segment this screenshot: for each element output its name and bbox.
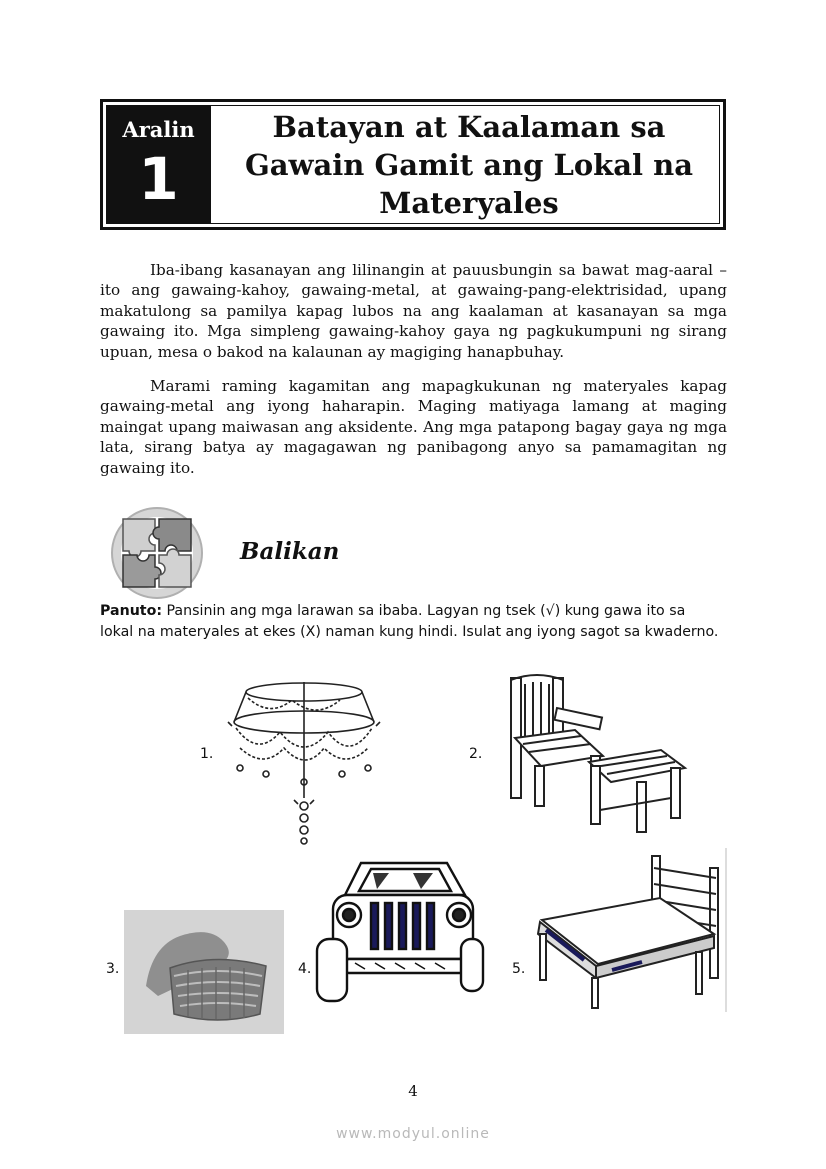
picture-number-1: 1. xyxy=(200,746,214,762)
bamboo-bed-icon xyxy=(532,848,727,1012)
chandelier-icon xyxy=(218,678,390,850)
instructions-label: Panuto: xyxy=(100,603,162,619)
woven-basket-icon xyxy=(124,910,284,1034)
intro-paragraph-2: Marami raming kagamitan ang mapagkukunan ng materyales kapag gawaing-metal ang iyong haharapin. Maging matiyaga lamang at maging maingat upang maiwasan ang aksidente. Ang mga patapong bagay gaya ng mga lata, sirang batya ay magagawan ng panibagong anyo sa pamamagitan ng gawaing ito. xyxy=(100,377,727,477)
bamboo-chair-table-icon xyxy=(505,670,690,842)
puzzle-icon xyxy=(110,506,204,600)
aralin-number: 1 xyxy=(138,145,179,213)
intro-paragraph-1: Iba-ibang kasanayan ang lilinangin at pauusbungin sa bawat mag-aaral – ito ang gawaing-kahoy, gawaing-metal, at gawaing-pang-elektrisidad, upang makatulong sa pamilya kapag lubos na ang kaalaman at kasanayan sa mga gawaing ito. Mga simpleng gawaing-kahoy gaya ng pagkukumpuni ng sirang upuan, mesa o bakod na kalaunan ay magiging hanapbuhay. xyxy=(100,261,727,361)
picture-number-4: 4. xyxy=(298,961,312,977)
aralin-label: Aralin xyxy=(122,117,195,142)
picture-number-2: 2. xyxy=(469,746,483,762)
section-title: Balikan xyxy=(240,538,340,565)
instructions-text: Pansinin ang mga larawan sa ibaba. Lagyan ng tsek (√) kung gawa ito sa lokal na materyales at ekes (X) naman kung hindi. Isulat ang iyong sagot sa kwaderno. xyxy=(100,603,719,640)
footer-watermark: www.modyul.online xyxy=(336,1126,490,1142)
lesson-number-cell xyxy=(106,105,211,224)
page-number: 4 xyxy=(408,1082,418,1100)
lesson-title-box xyxy=(100,99,726,230)
lesson-title: Batayan at Kaalaman sa Gawain Gamit ang Lokal na Materyales xyxy=(244,109,694,220)
jeep-icon xyxy=(315,855,485,1005)
instructions xyxy=(100,601,720,643)
picture-number-5: 5. xyxy=(512,961,526,977)
picture-number-3: 3. xyxy=(106,961,120,977)
